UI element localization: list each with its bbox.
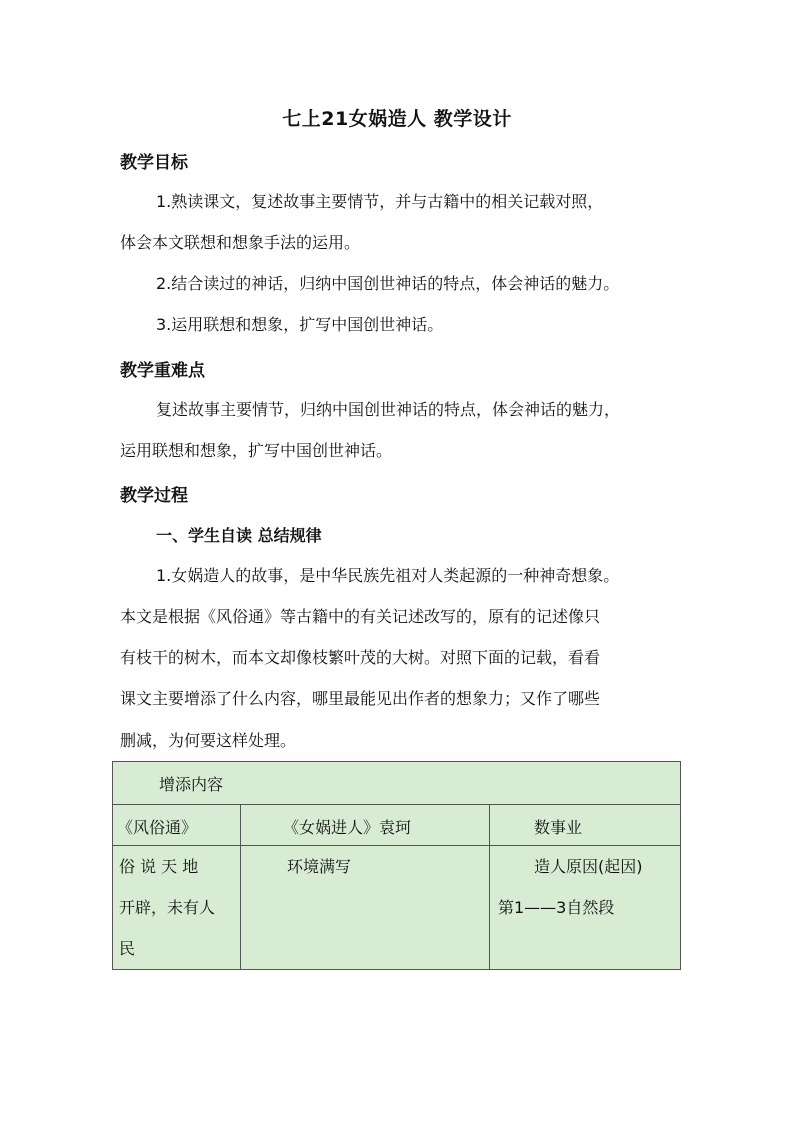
table-header-cell <box>113 762 681 805</box>
table-col2-title: 《女娲进人》袁珂 <box>283 818 412 837</box>
table-col2-body: 环境满写 <box>287 857 352 876</box>
table-col1-title: 《风俗通》 <box>117 818 198 837</box>
comparison-table <box>112 761 681 970</box>
goal-1-line-1: 1.熟读课文，复述故事主要情节，并与古籍中的相关记载对照， <box>156 192 604 211</box>
table-col3-title: 数事业 <box>534 818 583 837</box>
goal-2: 2.结合读过的神话，归纳中国创世神话的特点，体会神话的魅力。 <box>156 274 620 293</box>
table-col1-body-line-2: 开辟，未有人 <box>119 898 216 917</box>
key-points-line-1: 复述故事主要情节，归纳中国创世神话的特点，体会神话的魅力， <box>156 400 621 419</box>
process-paragraph-line-1: 1.女娲造人的故事，是中华民族先祖对人类起源的一种神奇想象。 <box>156 566 620 585</box>
goals-heading: 教学目标 <box>120 153 188 173</box>
process-paragraph-line-5: 删减，为何要这样处理。 <box>120 731 297 750</box>
table-col3-body-line-1: 造人原因(起因) <box>534 857 643 876</box>
key-points-heading: 教学重难点 <box>120 361 205 381</box>
table-body-row <box>113 846 681 970</box>
goal-3: 3.运用联想和想象，扩写中国创世神话。 <box>156 315 444 334</box>
process-paragraph-line-3: 有枝干的树木，而本文却像枝繁叶茂的大树。对照下面的记载，看看 <box>120 648 601 667</box>
process-paragraph-line-4: 课文主要增添了什么内容，哪里最能见出作者的想象力；又作了哪些 <box>120 689 601 708</box>
process-paragraph-line-2: 本文是根据《风俗通》等古籍中的有关记述改写的，原有的记述像只 <box>120 607 601 626</box>
table-col2-body-cell <box>241 846 490 970</box>
table-col1-title-cell <box>113 805 241 846</box>
key-points-line-2: 运用联想和想象，扩写中国创世神话。 <box>120 441 393 460</box>
table-col3-title-cell <box>490 805 681 846</box>
table-col2-title-cell <box>241 805 490 846</box>
document-title: 七上21女娲造人 教学设计 <box>282 108 512 130</box>
goal-1-line-2: 体会本文联想和想象手法的运用。 <box>120 233 361 252</box>
process-subheading: 一、学生自读 总结规律 <box>156 526 322 545</box>
process-heading: 教学过程 <box>120 486 188 506</box>
table-header-label: 增添内容 <box>159 775 224 794</box>
table-title-row <box>113 805 681 846</box>
table-col3-body-cell <box>490 846 681 970</box>
table-col1-body-line-1: 俗 说 天 地 <box>119 857 199 876</box>
table-header-row <box>113 762 681 805</box>
table-col3-body-line-2: 第1——3自然段 <box>498 898 615 917</box>
table-col1-body-line-3: 民 <box>119 939 136 958</box>
table-col1-body-cell <box>113 846 241 970</box>
